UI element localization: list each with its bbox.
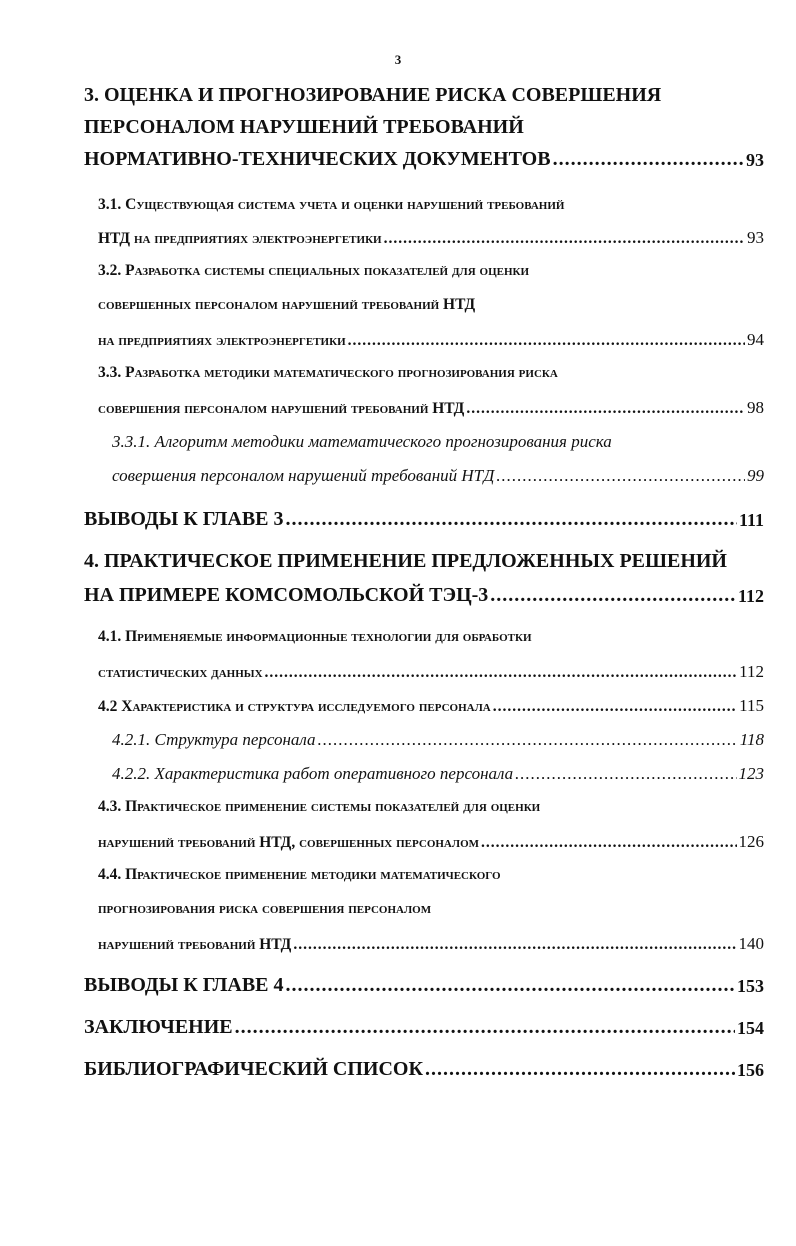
toc-section-3-2-line-1 bbox=[98, 262, 764, 280]
toc-chapter-4-line-1 bbox=[84, 550, 764, 573]
toc-page-number: 98 bbox=[747, 398, 764, 417]
toc-conclusions-3-entry[interactable] bbox=[84, 508, 764, 531]
toc-text: совершения персоналом нарушений требований НТД bbox=[112, 466, 495, 485]
toc-text: совершенных персоналом нарушений требований НТД bbox=[98, 296, 476, 313]
dot-leader bbox=[286, 974, 735, 997]
toc-page-number: 118 bbox=[739, 730, 764, 749]
toc-page-number: 111 bbox=[738, 510, 764, 530]
toc-text: ЗАКЛЮЧЕНИЕ bbox=[84, 1016, 233, 1038]
toc-text: нарушений требований НТД, совершенных персоналом bbox=[98, 834, 480, 851]
toc-chapter-3-line-2 bbox=[84, 116, 764, 139]
dot-leader bbox=[348, 332, 745, 350]
toc-page-number: 123 bbox=[738, 764, 764, 783]
toc-section-4-1-entry[interactable] bbox=[98, 662, 764, 682]
toc-text: БИБЛИОГРАФИЧЕСКИЙ СПИСОК bbox=[84, 1058, 423, 1080]
dot-leader bbox=[425, 1058, 735, 1081]
dot-leader bbox=[235, 1016, 735, 1039]
toc-chapter-3-entry[interactable] bbox=[84, 148, 764, 171]
toc-page-number: 140 bbox=[738, 934, 764, 953]
dot-leader bbox=[515, 764, 736, 784]
toc-section-3-3-entry[interactable] bbox=[98, 398, 764, 418]
toc-text: 4. ПРАКТИЧЕСКОЕ ПРИМЕНЕНИЕ ПРЕДЛОЖЕННЫХ РЕШЕНИЙ bbox=[84, 550, 727, 572]
dot-leader bbox=[481, 834, 736, 852]
toc-text: 3.3.1. Алгоритм методики математического прогнозирования риска bbox=[112, 432, 612, 451]
toc-subsection-3-3-1-entry[interactable] bbox=[112, 466, 764, 486]
toc-chapter-3-line-1 bbox=[84, 84, 764, 107]
dot-leader bbox=[490, 584, 736, 607]
toc-page-number: 154 bbox=[737, 1018, 764, 1038]
toc-chapter-4-entry[interactable] bbox=[84, 584, 764, 607]
toc-subsection-3-3-1-line-1 bbox=[112, 432, 764, 452]
toc-page-number: 94 bbox=[747, 330, 764, 349]
toc-section-4-4-line-1 bbox=[98, 866, 764, 884]
toc-text: 3.1. Существующая система учета и оценки нарушений требований bbox=[98, 196, 565, 213]
toc-text: 4.1. Применяемые информационные технологии для обработки bbox=[98, 628, 532, 645]
toc-section-4-4-entry[interactable] bbox=[98, 934, 764, 954]
toc-text: нарушений требований НТД bbox=[98, 936, 292, 953]
toc-conclusions-4-entry[interactable] bbox=[84, 974, 764, 997]
toc-section-3-2-entry[interactable] bbox=[98, 330, 764, 350]
page-number: 3 bbox=[394, 52, 402, 67]
toc-section-3-2-line-2 bbox=[98, 296, 764, 314]
toc-section-3-1-entry[interactable] bbox=[98, 228, 764, 248]
toc-text: 4.2.2. Характеристика работ оперативного персонала bbox=[112, 764, 514, 783]
toc-text: статистических данных bbox=[98, 664, 263, 681]
toc-bibliography-entry[interactable] bbox=[84, 1058, 764, 1081]
toc-section-4-3-line-1 bbox=[98, 798, 764, 816]
toc-section-4-1-line-1 bbox=[98, 628, 764, 646]
toc-text: ВЫВОДЫ К ГЛАВЕ 4 bbox=[84, 974, 284, 996]
toc-page-number: 112 bbox=[739, 662, 764, 681]
toc-subsection-4-2-1-entry[interactable] bbox=[112, 730, 764, 750]
toc-conclusion-entry[interactable] bbox=[84, 1016, 764, 1039]
toc-page-number: 126 bbox=[738, 832, 764, 851]
toc-page-number: 93 bbox=[746, 150, 764, 170]
toc-text: прогнозирования риска совершения персоналом bbox=[98, 900, 432, 917]
toc-text: совершения персоналом нарушений требований НТД bbox=[98, 400, 465, 417]
toc-text: на предприятиях электроэнергетики bbox=[98, 332, 346, 349]
dot-leader bbox=[493, 698, 737, 716]
toc-section-4-3-entry[interactable] bbox=[98, 832, 764, 852]
toc-text: НА ПРИМЕРЕ КОМСОМОЛЬСКОЙ ТЭЦ-3 bbox=[84, 584, 489, 606]
toc-text: 3. ОЦЕНКА И ПРОГНОЗИРОВАНИЕ РИСКА СОВЕРШЕНИЯ bbox=[84, 84, 662, 106]
toc-text: 4.3. Практическое применение системы показателей для оценки bbox=[98, 798, 541, 815]
toc-page-number: 115 bbox=[739, 696, 764, 715]
dot-leader bbox=[293, 936, 736, 954]
toc-text: НТД на предприятиях электроэнергетики bbox=[98, 230, 382, 247]
toc-text: ВЫВОДЫ К ГЛАВЕ 3 bbox=[84, 508, 284, 530]
toc-text: ПЕРСОНАЛОМ НАРУШЕНИЙ ТРЕБОВАНИЙ bbox=[84, 116, 524, 138]
dot-leader bbox=[286, 508, 737, 531]
toc-text: НОРМАТИВНО-ТЕХНИЧЕСКИХ ДОКУМЕНТОВ bbox=[84, 148, 551, 170]
toc-page-number: 156 bbox=[737, 1060, 764, 1080]
toc-section-3-1-line-1 bbox=[98, 196, 764, 214]
toc-page-number: 112 bbox=[737, 586, 764, 606]
dot-leader bbox=[553, 148, 744, 171]
toc-page-number: 99 bbox=[747, 466, 764, 485]
dot-leader bbox=[384, 230, 745, 248]
toc-text: 4.4. Практическое применение методики математического bbox=[98, 866, 501, 883]
toc-text: 3.2. Разработка системы специальных показателей для оценки bbox=[98, 262, 530, 279]
toc-subsection-4-2-2-entry[interactable] bbox=[112, 764, 764, 784]
toc-page-number: 153 bbox=[737, 976, 764, 996]
toc-page-number: 93 bbox=[747, 228, 764, 247]
toc-section-4-4-line-2 bbox=[98, 900, 764, 918]
toc-text: 4.2 Характеристика и структура исследуемого персонала bbox=[98, 698, 491, 715]
toc-section-4-2-entry[interactable] bbox=[98, 696, 764, 716]
dot-leader bbox=[318, 730, 738, 750]
toc-section-3-3-line-1 bbox=[98, 364, 764, 382]
toc-text: 4.2.1. Структура персонала bbox=[112, 730, 316, 749]
dot-leader bbox=[496, 466, 745, 486]
dot-leader bbox=[466, 400, 745, 418]
toc-text: 3.3. Разработка методики математического прогнозирования риска bbox=[98, 364, 558, 381]
dot-leader bbox=[265, 664, 738, 682]
